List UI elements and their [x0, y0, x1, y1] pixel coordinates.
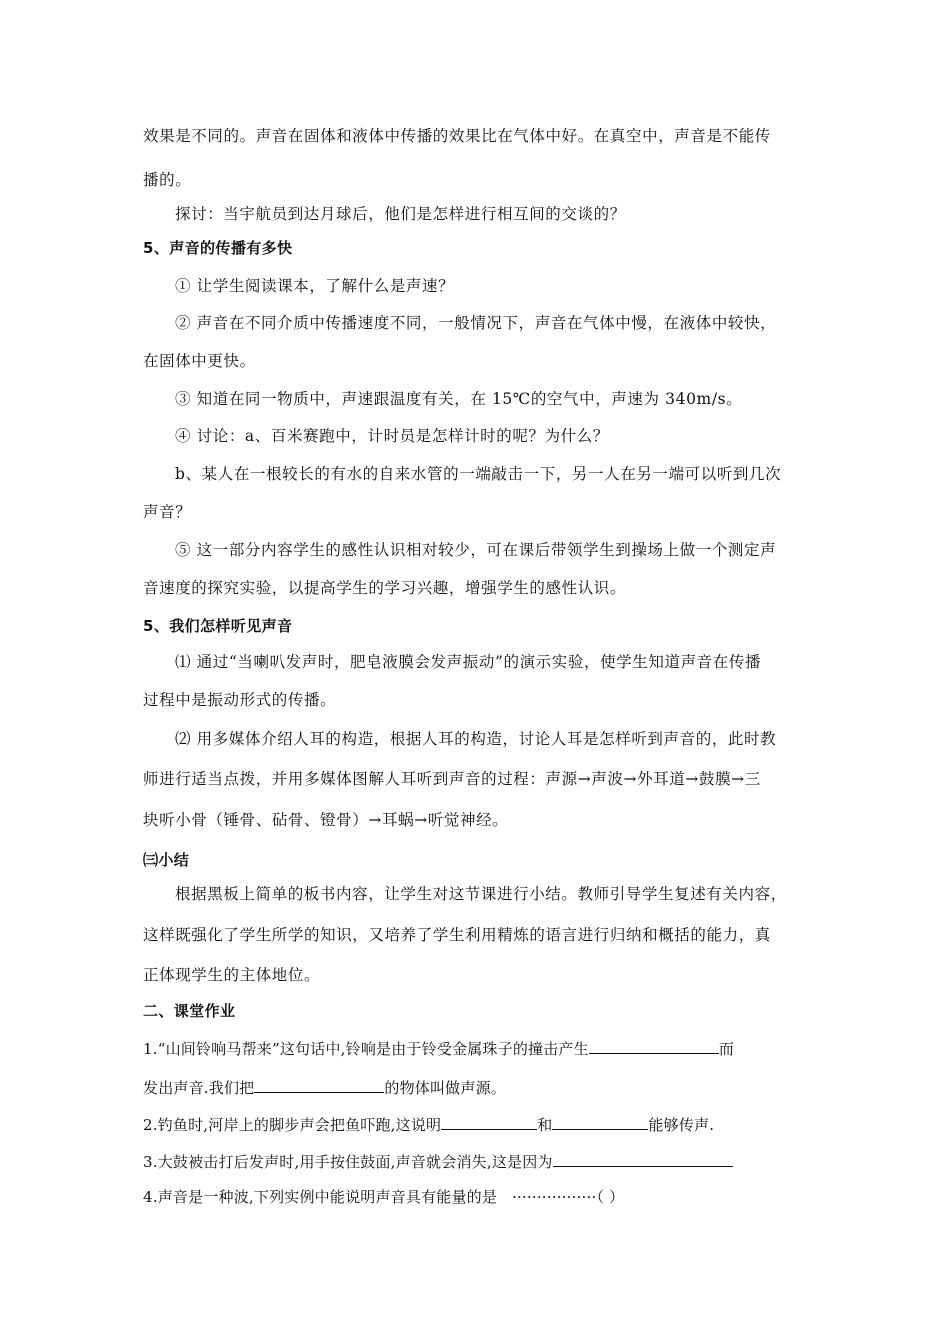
list-item: ④ 讨论：a、百米赛跑中，计时员是怎样计时的呢？为什么？: [175, 427, 609, 445]
question-4: [143, 1187, 624, 1207]
question-text: 发出声音.我们把: [143, 1079, 255, 1097]
paragraph-line: 这样既强化了学生所学的知识，又培养了学生利用精炼的语言进行归纳和概括的能力，真: [143, 926, 771, 944]
paragraph-line: 探讨：当宇航员到达月球后，他们是怎样进行相互间的交谈的？: [175, 205, 626, 223]
list-item: ⑵ 用多媒体介绍人耳的构造，根据人耳的构造，讨论人耳是怎样听到声音的，此时教: [175, 730, 777, 748]
question-text: 的物体叫做声源。: [384, 1079, 506, 1097]
paragraph-line: 师进行适当点拨，并用多媒体图解人耳听到声音的过程：声源→声波→外耳道→鼓膜→三: [143, 770, 761, 788]
section-heading: 5、声音的传播有多快: [143, 239, 293, 257]
list-item: ⑤ 这一部分内容学生的感性认识相对较少，可在课后带领学生到操场上做一个测定声: [175, 541, 777, 559]
list-item: ③ 知道在同一物质中，声速跟温度有关，在 15℃的空气中，声速为 340m/s。: [175, 390, 743, 408]
question-1: [143, 1039, 734, 1059]
list-item: ① 让学生阅读课本，了解什么是声速？: [175, 277, 455, 295]
answer-blank[interactable]: [553, 1152, 733, 1167]
answer-blank[interactable]: [589, 1039, 719, 1054]
question-text: 3.大鼓被击打后发声时,用手按住鼓面,声音就会消失,这是因为: [143, 1153, 553, 1171]
paragraph-line: 根据黑板上简单的板书内容，让学生对这节课进行小结。教师引导学生复述有关内容，: [175, 885, 787, 903]
paragraph-line: b、某人在一根较长的有水的自来水管的一端敲击一下，另一人在另一端可以听到几次: [175, 465, 782, 483]
question-text: 4.声音是一种波,下列实例中能说明声音具有能量的是: [143, 1188, 498, 1206]
paragraph-line: 正体现学生的主体地位。: [143, 966, 321, 984]
paragraph-line: 在固体中更快。: [143, 352, 256, 370]
question-text: 能够传声.: [648, 1116, 715, 1134]
paragraph-line: 过程中是振动形式的传播。: [143, 691, 337, 709]
section-heading: ㈢小结: [143, 851, 190, 869]
list-item: ② 声音在不同介质中传播速度不同，一般情况下，声音在气体中慢，在液体中较快，: [175, 314, 777, 332]
section-heading: 5、我们怎样听见声音: [143, 617, 293, 635]
paragraph-line: 播的。: [143, 171, 192, 189]
list-item: ⑴ 通过“当喇叭发声时，肥皂液膜会发声振动”的演示实验，使学生知道声音在传播: [175, 653, 762, 671]
question-text: 而: [718, 1040, 735, 1058]
answer-blank[interactable]: [552, 1115, 648, 1130]
paragraph-line: 音速度的探究实验，以提高学生的学习兴趣，增强学生的感性认识。: [143, 579, 627, 597]
question-text: 1.“山间铃响马帮来”这句话中,铃响是由于铃受金属珠子的撞击产生: [143, 1040, 589, 1058]
question-1-continued: [143, 1078, 506, 1098]
paragraph-line: 块听小骨（锤骨、砧骨、镫骨）→耳蜗→听觉神经。: [143, 811, 509, 829]
paragraph-line: 效果是不同的。声音在固体和液体中传播的效果比在气体中好。在真空中，声音是不能传: [143, 127, 771, 145]
section-heading: 二、课堂作业: [143, 1002, 236, 1020]
question-text: 2.钓鱼时,河岸上的脚步声会把鱼吓跑,这说明: [143, 1116, 442, 1134]
answer-blank[interactable]: [441, 1115, 537, 1130]
answer-bracket[interactable]: ·················（ ）: [512, 1188, 625, 1206]
question-text: 和: [537, 1116, 553, 1134]
question-2: [143, 1115, 714, 1135]
paragraph-line: 声音？: [143, 503, 192, 521]
answer-blank[interactable]: [254, 1078, 384, 1093]
question-3: [143, 1152, 733, 1172]
